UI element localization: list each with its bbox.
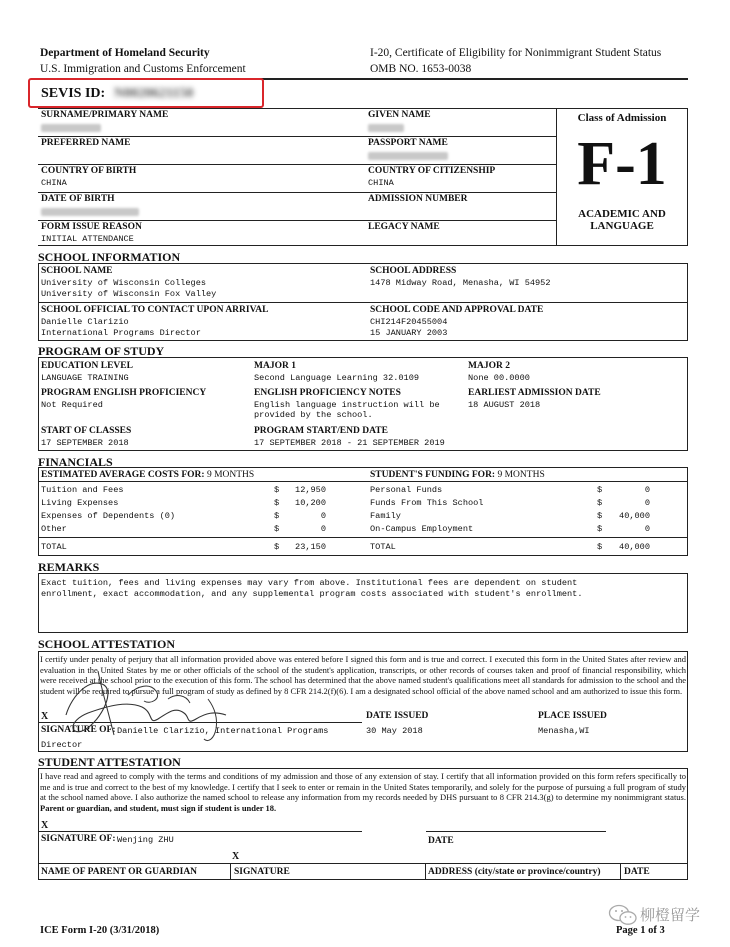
- given-name-redacted: [368, 124, 404, 132]
- costs-period: 9 MONTHS: [206, 470, 255, 480]
- major2-label: MAJOR 2: [468, 361, 510, 371]
- place-issued-label: PLACE ISSUED: [538, 711, 607, 721]
- cost-amount: 0: [320, 524, 326, 534]
- citizenship-value: CHINA: [368, 178, 394, 188]
- major1-value: Second Language Learning 32.0109: [254, 373, 420, 383]
- education-level-label: EDUCATION LEVEL: [41, 361, 133, 371]
- visa-class-code: F-1: [577, 130, 667, 198]
- financials-total-rule: [38, 537, 688, 538]
- program-dates-label: PROGRAM START/END DATE: [254, 426, 388, 436]
- department-title: Department of Homeland Security: [40, 47, 210, 59]
- funding-currency: $: [597, 511, 603, 521]
- form-title: I-20, Certificate of Eligibility for Nonimmigrant Student Status: [370, 47, 662, 59]
- citizenship-label: COUNTRY OF CITIZENSHIP: [368, 166, 496, 176]
- school-rule: [38, 302, 688, 303]
- funding-item: On-Campus Employment: [370, 524, 474, 534]
- remarks-line1: Exact tuition, fees and living expenses may vary from above. Institutional fees are dependent on student: [41, 578, 578, 588]
- cost-currency: $: [274, 485, 280, 495]
- student-rule-1: [38, 136, 556, 137]
- guardian-rule: [38, 863, 688, 864]
- school-attestation-heading: SCHOOL ATTESTATION: [38, 637, 176, 651]
- student-signature-line: [38, 831, 362, 832]
- proficiency-notes-line2: provided by the school.: [254, 410, 373, 420]
- english-proficiency-value: Not Required: [41, 400, 103, 410]
- school-official-title: International Programs Director: [41, 328, 201, 338]
- student-date-label: DATE: [428, 836, 454, 846]
- funding-currency: $: [597, 524, 603, 534]
- remarks-line2: enrollment, exact accommodation, and any supplemental program costs associated with student's enrollment.: [41, 589, 583, 599]
- guardian-address-label: ADDRESS (city/state or province/country): [428, 867, 601, 877]
- guardian-date-label: DATE: [624, 867, 650, 877]
- education-level-value: LANGUAGE TRAINING: [41, 373, 129, 383]
- admission-category-line1: ACADEMIC AND: [578, 208, 666, 220]
- funding-amount: 0: [644, 524, 650, 534]
- watermark-text: 柳橙留学: [640, 906, 701, 924]
- cost-amount: 12,950: [295, 485, 326, 495]
- passport-name-redacted: [368, 152, 448, 160]
- earliest-admission-value: 18 AUGUST 2018: [468, 400, 541, 410]
- student-signature-of-label: SIGNATURE OF:: [41, 834, 116, 844]
- class-of-admission-title: Class of Admission: [577, 112, 667, 124]
- funding-item: Family: [370, 511, 401, 521]
- admission-category-line2: LANGUAGE: [590, 220, 654, 232]
- funding-total-label: TOTAL: [370, 542, 396, 552]
- legacy-name-label: LEGACY NAME: [368, 222, 440, 232]
- funding-amount: 0: [644, 498, 650, 508]
- school-attestation-text: I certify under penalty of perjury that all information provided above was entered before I signed this form and is true and correct. I executed this form in the United States after review and evaluation in the United States by me or other officials of the school of the student's application, transcripts, or other records of courses taken and proof of financial responsibility, which were received at the school prior to the execution of this form. The school has determined that the above named student's qualifications meet all standards for admission to the school and the student will be required to pursue a full program of study as defined by 8 CFR 214.2(f)(6). I am a designated school official of the above named school and am authorized to issue this form.: [40, 654, 686, 696]
- student-rule-2: [38, 164, 556, 165]
- school-name-label: SCHOOL NAME: [41, 266, 113, 276]
- financials-header-rule: [38, 481, 688, 482]
- school-signature-of-label: SIGNATURE OF:: [41, 725, 116, 735]
- school-official-name: Danielle Clarizio: [41, 317, 129, 327]
- guardian-signature-label: SIGNATURE: [234, 867, 290, 877]
- funding-header: [370, 470, 545, 481]
- omb-number: OMB NO. 1653-0038: [370, 63, 472, 75]
- school-address-label: SCHOOL ADDRESS: [370, 266, 457, 276]
- student-attestation-main: I have read and agreed to comply with the terms and conditions of my admission and those of any extension of stay. I certify that all information provided on this form refers specifically to me and is true and correct to the best of my knowledge. I certify that I seek to enter or remain in the United States temporarily, and solely for the purpose of pursuing a full program of study at the school named above. I also authorize the named school to release any information from my records needed by DHS pursuant to 8 CFR 214.3(g) to determine my nonimmigrant status.: [40, 771, 686, 803]
- funding-total-currency: $: [597, 542, 603, 552]
- school-name-line1: University of Wisconsin Colleges: [41, 278, 207, 288]
- date-issued-label: DATE ISSUED: [366, 711, 429, 721]
- student-rule-3: [38, 192, 556, 193]
- country-of-birth-value: CHINA: [41, 178, 67, 188]
- student-attestation-heading: STUDENT ATTESTATION: [38, 755, 181, 769]
- passport-name-label: PASSPORT NAME: [368, 138, 448, 148]
- funding-period: 9 MONTHS: [497, 470, 545, 480]
- proficiency-notes-line1: English language instruction will be: [254, 400, 440, 410]
- school-approval-date: 15 JANUARY 2003: [370, 328, 448, 338]
- form-issue-reason-label: FORM ISSUE REASON: [41, 222, 142, 232]
- school-information-heading: SCHOOL INFORMATION: [38, 250, 181, 264]
- school-signature-x: X: [41, 711, 49, 722]
- surname-label: SURNAME/PRIMARY NAME: [41, 110, 169, 120]
- funding-item: Personal Funds: [370, 485, 443, 495]
- cost-item: Expenses of Dependents (0): [41, 511, 176, 521]
- sevis-value: N0020621150: [114, 86, 194, 101]
- program-of-study-heading: PROGRAM OF STUDY: [38, 344, 165, 358]
- start-of-classes-label: START OF CLASSES: [41, 426, 132, 436]
- guardian-divider-3: [620, 863, 621, 880]
- costs-header: [41, 470, 254, 481]
- date-of-birth-redacted: [41, 208, 139, 216]
- date-of-birth-label: DATE OF BIRTH: [41, 194, 115, 204]
- costs-total-label: TOTAL: [41, 542, 67, 552]
- wechat-logo-icon: [608, 904, 638, 926]
- costs-total-currency: $: [274, 542, 280, 552]
- surname-redacted: [41, 124, 101, 132]
- guardian-signature-x: X: [232, 851, 240, 862]
- cost-currency: $: [274, 498, 280, 508]
- preferred-name-label: PREFERRED NAME: [41, 138, 131, 148]
- school-address-value: 1478 Midway Road, Menasha, WI 54952: [370, 278, 551, 288]
- funding-amount: 40,000: [619, 511, 650, 521]
- earliest-admission-label: EARLIEST ADMISSION DATE: [468, 388, 601, 398]
- page-number: Page 1 of 3: [616, 925, 665, 936]
- funding-currency: $: [597, 498, 603, 508]
- parent-guardian-label: NAME OF PARENT OR GUARDIAN: [41, 867, 198, 877]
- country-of-birth-label: COUNTRY OF BIRTH: [41, 166, 137, 176]
- school-code-value: CHI214F20455004: [370, 317, 448, 327]
- financials-heading: FINANCIALS: [38, 455, 113, 469]
- student-bottom-rule: [38, 245, 556, 246]
- funding-amount: 0: [644, 485, 650, 495]
- agency-name: U.S. Immigration and Customs Enforcement: [40, 63, 246, 75]
- funding-currency: $: [597, 485, 603, 495]
- admission-number-label: ADMISSION NUMBER: [368, 194, 468, 204]
- given-name-label: GIVEN NAME: [368, 110, 431, 120]
- school-official-label: SCHOOL OFFICIAL TO CONTACT UPON ARRIVAL: [41, 305, 269, 315]
- english-proficiency-label: PROGRAM ENGLISH PROFICIENCY: [41, 388, 207, 398]
- major1-label: MAJOR 1: [254, 361, 296, 371]
- school-signer-line2: Director: [41, 740, 83, 750]
- guardian-divider-2: [425, 863, 426, 880]
- cost-item: Living Expenses: [41, 498, 119, 508]
- form-issue-reason-value: INITIAL ATTENDANCE: [41, 234, 134, 244]
- funding-item: Funds From This School: [370, 498, 484, 508]
- guardian-divider-1: [230, 863, 231, 880]
- funding-total: 40,000: [619, 542, 650, 552]
- cost-amount: 0: [320, 511, 326, 521]
- cost-item: Tuition and Fees: [41, 485, 124, 495]
- school-signer-line1: Danielle Clarizio, International Programs: [117, 726, 329, 736]
- sevis-label: SEVIS ID:: [41, 86, 106, 101]
- funding-label: STUDENT'S FUNDING FOR:: [370, 470, 496, 480]
- student-attestation-under18: Parent or guardian, and student, must sign if student is under 18.: [40, 802, 277, 813]
- student-signature-x: X: [41, 820, 49, 831]
- start-of-classes-value: 17 SEPTEMBER 2018: [41, 438, 129, 448]
- cost-currency: $: [274, 524, 280, 534]
- student-rule-4: [38, 220, 556, 221]
- program-dates-value: 17 SEPTEMBER 2018 - 21 SEPTEMBER 2019: [254, 438, 445, 448]
- costs-label: ESTIMATED AVERAGE COSTS FOR:: [41, 470, 205, 480]
- place-issued-value: Menasha,WI: [538, 726, 590, 736]
- major2-value: None 00.0000: [468, 373, 530, 383]
- costs-total: 23,150: [295, 542, 326, 552]
- school-name-line2: University of Wisconsin Fox Valley: [41, 289, 217, 299]
- cost-currency: $: [274, 511, 280, 521]
- school-official-signature: [58, 655, 248, 750]
- student-signer-name: Wenjing ZHU: [117, 835, 174, 845]
- remarks-heading: REMARKS: [38, 560, 100, 574]
- date-issued-value: 30 May 2018: [366, 726, 423, 736]
- proficiency-notes-label: ENGLISH PROFICIENCY NOTES: [254, 388, 401, 398]
- student-attestation-text: [40, 771, 686, 813]
- student-date-line: [426, 831, 606, 832]
- school-code-label: SCHOOL CODE AND APPROVAL DATE: [370, 305, 544, 315]
- cost-amount: 10,200: [295, 498, 326, 508]
- cost-item: Other: [41, 524, 67, 534]
- form-id: ICE Form I-20 (3/31/2018): [40, 925, 160, 936]
